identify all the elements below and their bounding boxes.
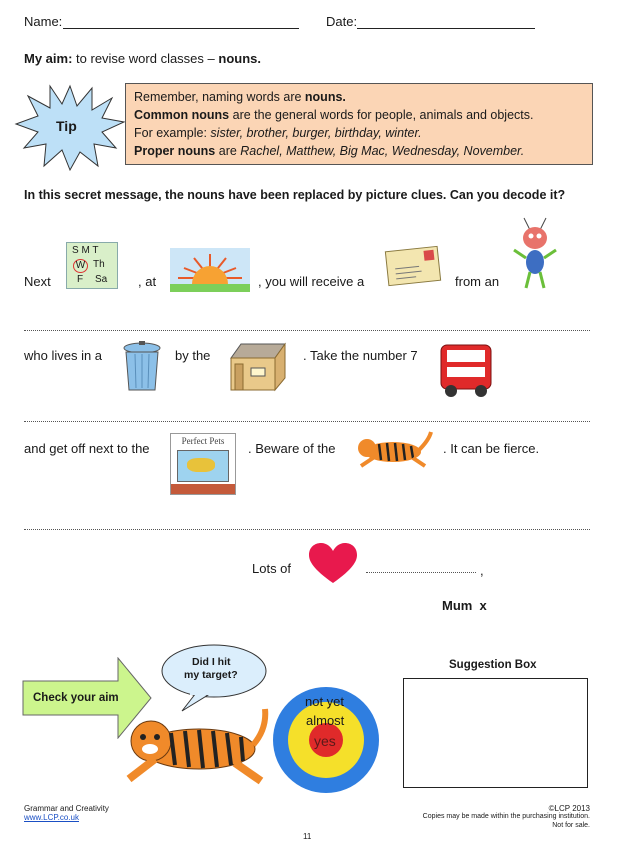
tip-box [125, 83, 593, 165]
sunrise-icon [170, 248, 250, 292]
row3-fierce: . It can be fierce. [443, 441, 540, 456]
tip-badge: Tip [56, 118, 77, 134]
row2-lives: who lives in a [24, 348, 103, 363]
aim-bold: nouns. [218, 51, 261, 66]
tiger-icon [115, 705, 275, 787]
bubble-line-1: Did I hit [192, 656, 231, 668]
aim-label: My aim: [24, 51, 73, 66]
check-aim-label: Check your aim [33, 692, 119, 704]
target-yes: yes [314, 733, 336, 749]
name-field[interactable] [63, 28, 299, 29]
row3-beware: . Beware of the [248, 441, 336, 456]
calendar-icon: S M T W Th F Sa [66, 242, 118, 289]
suggestion-title: Suggestion Box [449, 659, 537, 671]
row1-next: Next [24, 274, 51, 289]
closing-lots-of: Lots of [252, 561, 292, 576]
aim-text: to revise word classes – [76, 51, 215, 66]
target-not-yet: not yet [305, 694, 345, 709]
footer-link[interactable]: www.LCP.co.uk [24, 813, 79, 822]
row3-get-off: and get off next to the [24, 441, 150, 456]
instruction: In this secret message, the nouns have been replaced by picture clues. Can you decode it? [24, 188, 566, 202]
answer-line-3[interactable] [24, 529, 590, 530]
tip-line-2: Common nouns are the general words for people, animals and objects. [134, 108, 534, 122]
tiger-small-icon [353, 430, 433, 470]
pet-shop-icon [170, 433, 236, 495]
date-field[interactable] [357, 28, 535, 29]
row1-from: from an [455, 274, 500, 289]
row2-by: by the [175, 348, 211, 363]
tip-line-3: For example: sister, brother, burger, birthday, winter. [134, 126, 422, 140]
answer-line-1[interactable] [24, 330, 590, 331]
date-label: Date: [326, 14, 358, 29]
aim-line [24, 51, 261, 66]
row1-receive: , you will receive a [258, 274, 365, 289]
closing-comma: , [480, 563, 484, 578]
row1-at: , at [138, 274, 157, 289]
signoff: Mum x [442, 598, 487, 613]
bus-icon [437, 341, 497, 399]
target-almost: almost [306, 713, 345, 728]
name-label: Name: [24, 14, 63, 29]
footer-title: Grammar and Creativity [24, 804, 109, 813]
tip-line-4: Proper nouns are Rachel, Matthew, Big Mac, Wednesday, November. [134, 144, 525, 158]
row2-bus: . Take the number 7 [303, 348, 418, 363]
alien-icon [510, 216, 560, 292]
bubble-line-2: my target? [184, 669, 238, 681]
closing-line[interactable] [366, 572, 476, 573]
dustbin-icon [119, 340, 165, 392]
answer-line-2[interactable] [24, 421, 590, 422]
letter-icon [383, 243, 443, 289]
shed-icon [227, 340, 291, 392]
suggestion-box[interactable] [403, 678, 588, 788]
pet-shop-sign: Perfect Pets [181, 436, 225, 446]
page-number: 11 [303, 832, 312, 841]
tip-line-1: Remember, naming words are nouns. [134, 90, 346, 104]
footer-copies: Copies may be made within the purchasing institution. [422, 813, 590, 820]
footer-not-for-sale: Not for sale. [552, 822, 590, 829]
footer-copyright: ©LCP 2013 [548, 804, 590, 813]
heart-icon [309, 543, 357, 585]
